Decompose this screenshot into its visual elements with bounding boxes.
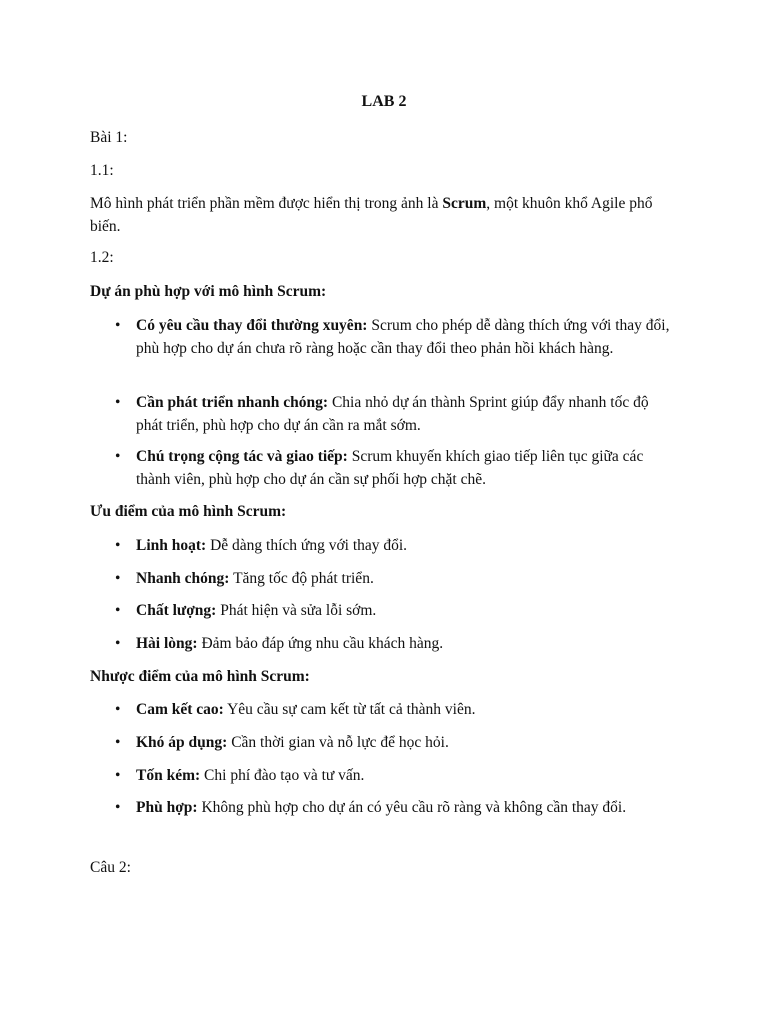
list-item bbox=[115, 599, 675, 622]
item-text: Yêu cầu sự cam kết từ tất cả thành viên. bbox=[223, 701, 476, 718]
list-item bbox=[115, 314, 675, 360]
intro-text-b: , một khuôn khổ Agile phổ biến. bbox=[90, 195, 653, 235]
list-item bbox=[115, 391, 675, 437]
bullet-icon: • bbox=[115, 537, 121, 554]
bullet-icon: • bbox=[115, 734, 121, 751]
heading-cons: Nhược điểm của mô hình Scrum: bbox=[90, 668, 310, 685]
item-label: Chú trọng cộng tác và giao tiếp: bbox=[136, 448, 348, 465]
heading-pros: Ưu điểm của mô hình Scrum: bbox=[90, 503, 287, 520]
heading-fit: Dự án phù hợp với mô hình Scrum: bbox=[90, 283, 327, 300]
item-text: Không phù hợp cho dự án có yêu cầu rõ ràng và không cần thay đổi. bbox=[197, 799, 627, 816]
bullet-icon: • bbox=[115, 767, 121, 784]
list-item bbox=[115, 764, 675, 787]
item-text: Scrum cho phép dễ dàng thích ứng với thay đổi, phù hợp cho dự án chưa rõ ràng hoặc cần thay đổi theo phản hồi khách hàng. bbox=[136, 317, 670, 357]
item-label: Phù hợp: bbox=[136, 799, 198, 816]
bullet-icon: • bbox=[115, 799, 121, 816]
list-item bbox=[115, 796, 675, 819]
item-text: Chi phí đào tạo và tư vấn. bbox=[200, 767, 365, 784]
intro-paragraph bbox=[90, 192, 670, 238]
list-item bbox=[115, 698, 675, 721]
list-item bbox=[115, 567, 675, 590]
list-item bbox=[115, 632, 675, 655]
item-text: Tăng tốc độ phát triển. bbox=[229, 570, 374, 587]
item-text: Chia nhỏ dự án thành Sprint giúp đẩy nhanh tốc độ phát triển, phù hợp cho dự án cần ra mắt sớm. bbox=[136, 394, 649, 434]
bullet-icon: • bbox=[115, 317, 121, 334]
item-label: Khó áp dụng: bbox=[136, 734, 228, 751]
item-text: Scrum khuyến khích giao tiếp liên tục giữa các thành viên, phù hợp cho dự án cần sự phối hợp chặt chẽ. bbox=[136, 448, 644, 488]
bullet-icon: • bbox=[115, 602, 121, 619]
item-label: Chất lượng: bbox=[136, 602, 217, 619]
bullet-icon: • bbox=[115, 701, 121, 718]
section-1-1: 1.1: bbox=[90, 162, 114, 179]
list-item bbox=[115, 731, 675, 754]
bullet-icon: • bbox=[115, 448, 121, 465]
item-text: Cần thời gian và nỗ lực để học hỏi. bbox=[227, 734, 449, 751]
section-bai-1: Bài 1: bbox=[90, 129, 128, 146]
section-cau-2: Câu 2: bbox=[90, 859, 131, 876]
item-text: Phát hiện và sửa lỗi sớm. bbox=[216, 602, 377, 619]
item-text: Đảm bảo đáp ứng nhu cầu khách hàng. bbox=[197, 635, 444, 652]
item-label: Hài lòng: bbox=[136, 635, 198, 652]
item-label: Cam kết cao: bbox=[136, 701, 224, 718]
item-label: Tốn kém: bbox=[136, 767, 201, 784]
item-label: Có yêu cầu thay đổi thường xuyên: bbox=[136, 317, 368, 334]
intro-text-a: Mô hình phát triển phần mềm được hiển thị trong ảnh là bbox=[90, 195, 443, 212]
doc-title: LAB 2 bbox=[361, 93, 407, 110]
bullet-icon: • bbox=[115, 635, 121, 652]
item-label: Nhanh chóng: bbox=[136, 570, 230, 587]
item-label: Cần phát triển nhanh chóng: bbox=[136, 394, 329, 411]
intro-bold-scrum: Scrum bbox=[442, 195, 487, 212]
bullet-icon: • bbox=[115, 394, 121, 411]
bullet-icon: • bbox=[115, 570, 121, 587]
list-item bbox=[115, 534, 675, 557]
item-label: Linh hoạt: bbox=[136, 537, 207, 554]
section-1-2: 1.2: bbox=[90, 249, 114, 266]
item-text: Dễ dàng thích ứng với thay đổi. bbox=[206, 537, 408, 554]
list-item bbox=[115, 445, 675, 491]
